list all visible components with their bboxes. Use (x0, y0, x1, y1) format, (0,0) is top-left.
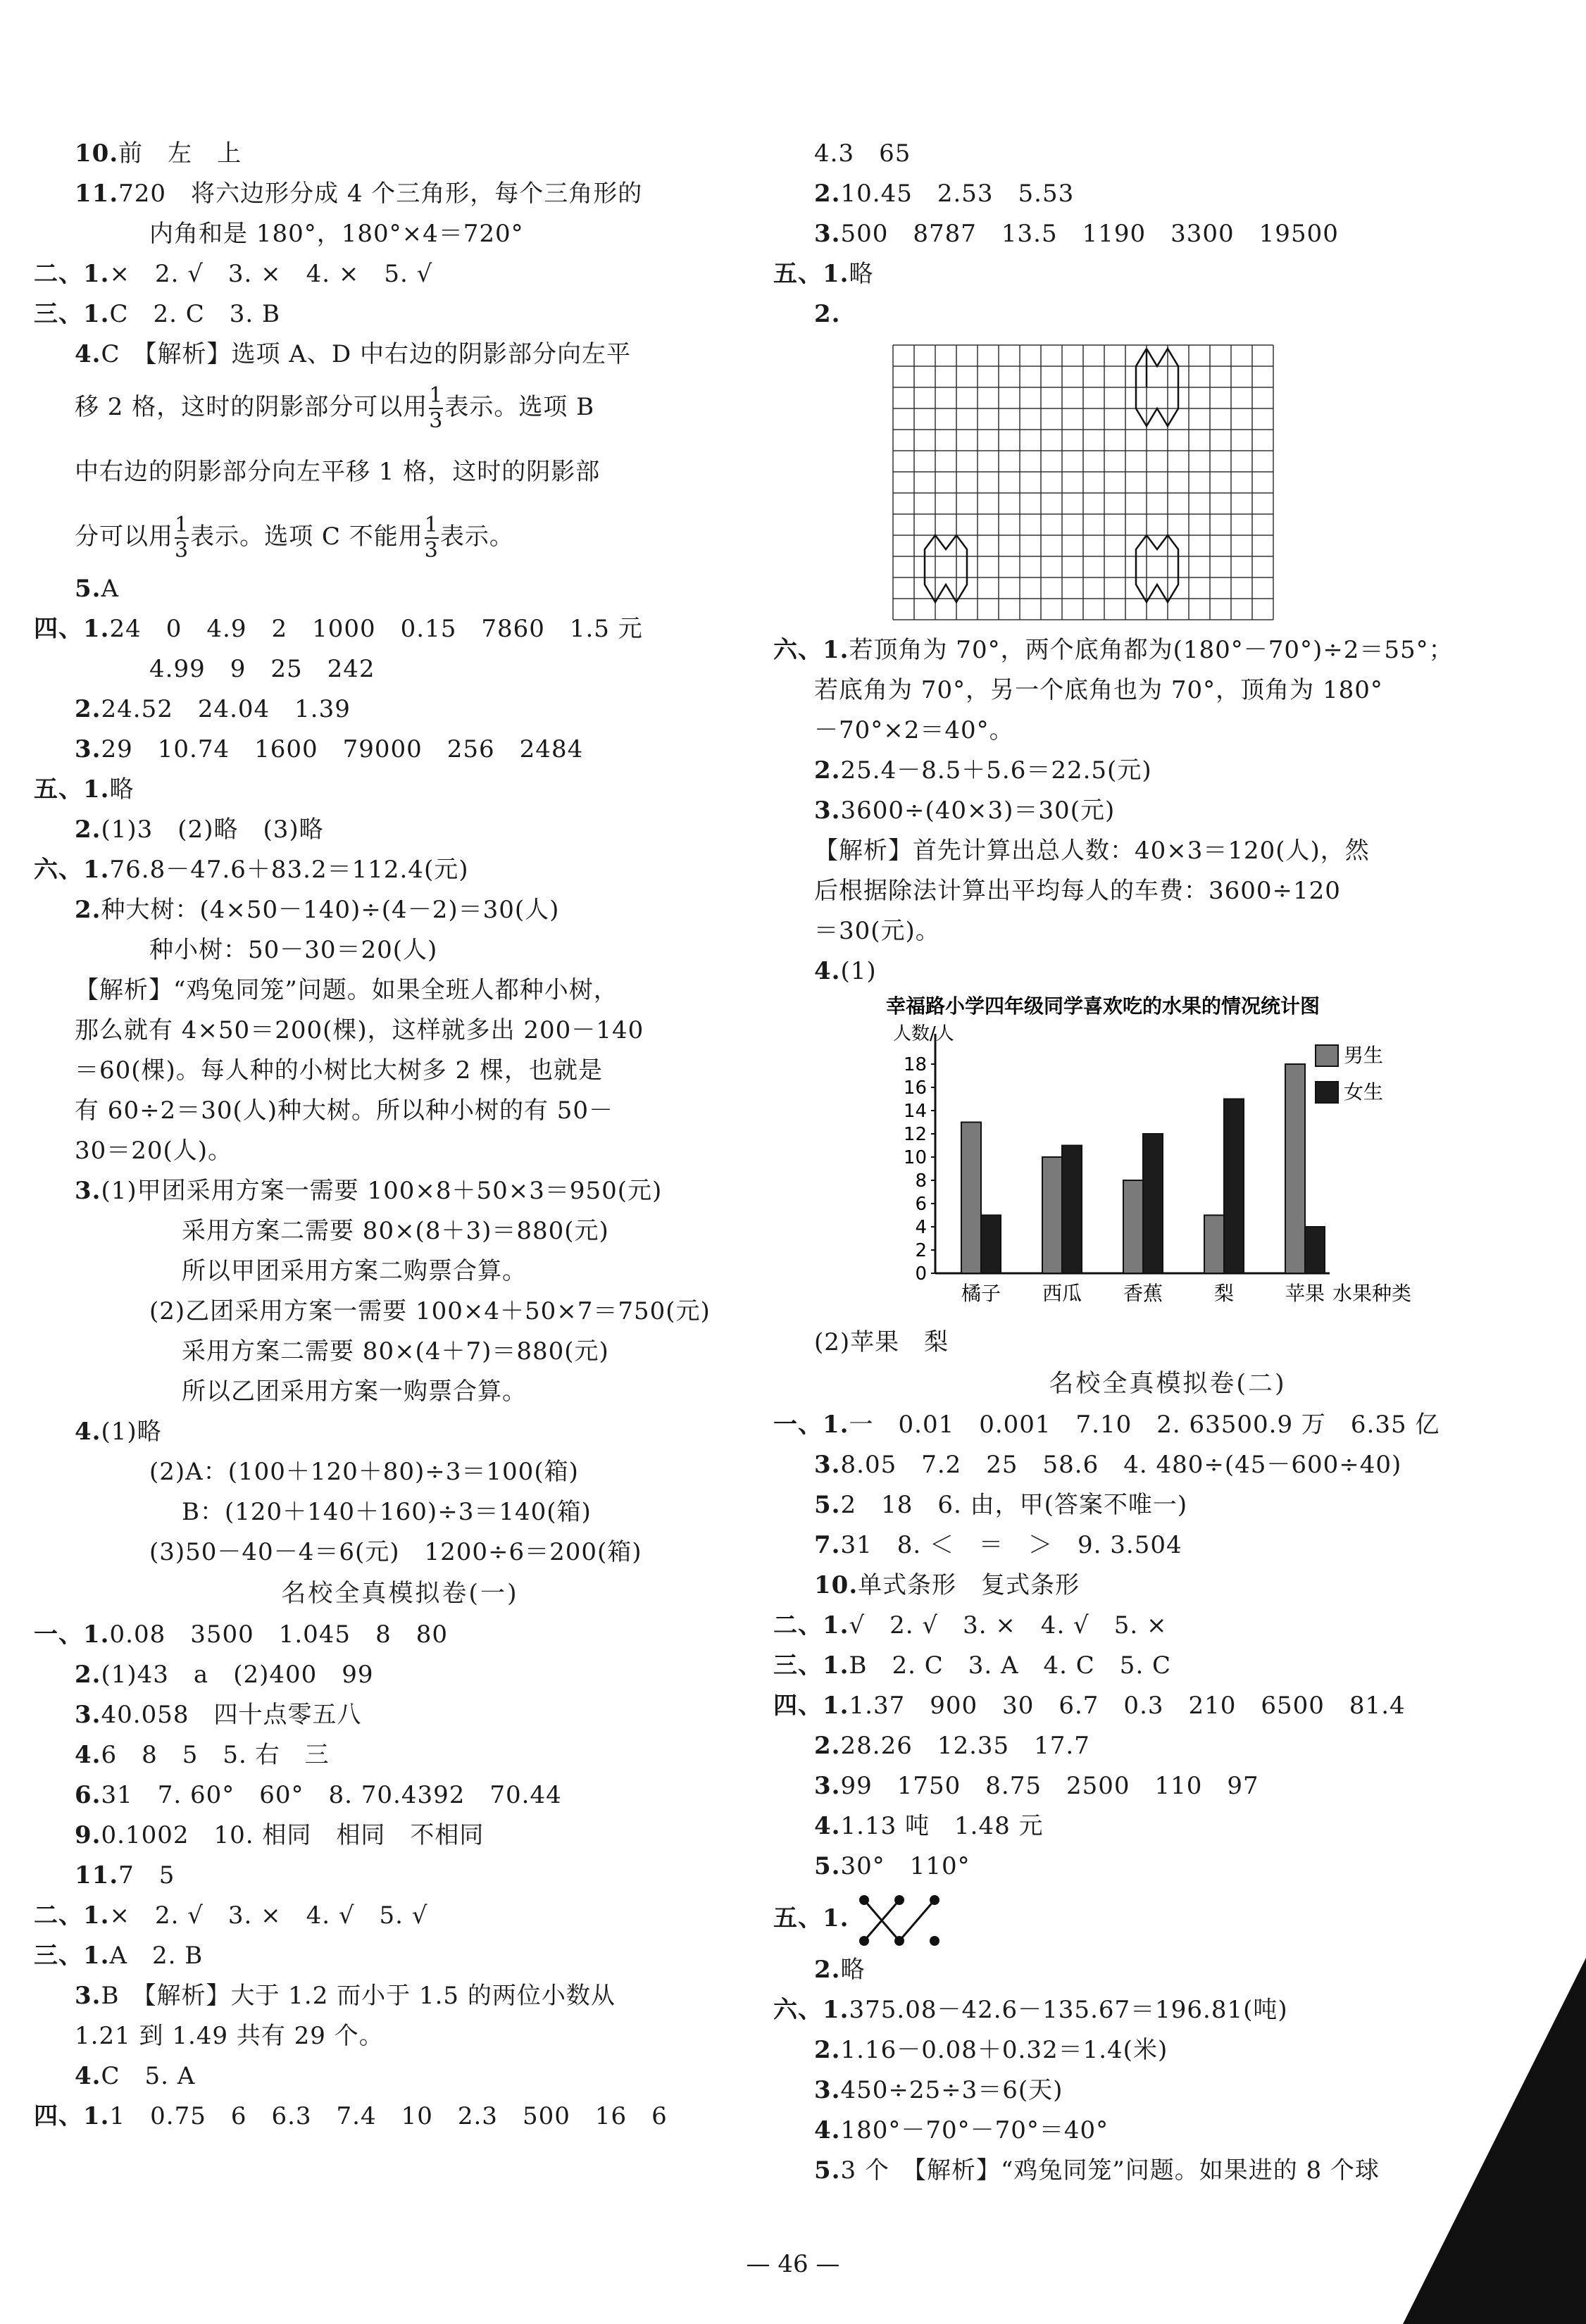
answer-line (34, 1735, 766, 1775)
answer-line (34, 504, 766, 569)
answer-line (34, 1332, 766, 1372)
answer-text: 所以甲团采用方案二购票合算。 (182, 1257, 527, 1285)
answer-text: 3 个 【解析】“鸡兔同笼”问题。如果进的 8 个球 (840, 2156, 1380, 2185)
bar-girls (1305, 1227, 1325, 1273)
item-number: 10. (75, 139, 119, 168)
answer-line (34, 1492, 766, 1532)
answer-line (34, 1775, 766, 1816)
legend-label: 女生 (1344, 1080, 1384, 1104)
x-tick-label: 梨 (1213, 1282, 1235, 1305)
denominator: 3 (429, 408, 444, 433)
answer-text: 28.26 12.35 17.7 (840, 1732, 1090, 1760)
y-tick-label: 4 (915, 1217, 927, 1238)
answer-line (773, 294, 1562, 335)
item-number: 二、1. (34, 1901, 110, 1930)
answer-text: 1.16－0.08＋0.32＝1.4(米) (840, 2036, 1168, 2064)
answer-line (34, 730, 766, 770)
item-number: 六、1. (773, 636, 849, 664)
item-number: 2. (75, 896, 101, 924)
answer-line (773, 911, 1562, 951)
answer-line (34, 294, 766, 335)
item-number: 3. (814, 796, 841, 825)
answer-text: B 2. C 3. A 4. C 5. C (849, 1651, 1172, 1680)
item-number: 9. (75, 1821, 101, 1849)
legend-swatch (1316, 1082, 1338, 1103)
answer-text: 3600÷(40×3)＝30(元) (840, 796, 1116, 825)
answer-line (773, 711, 1562, 751)
answer-text: 8.05 7.2 25 58.6 4. 480÷(45－600÷40) (840, 1451, 1402, 1479)
item-number: 4. (75, 340, 101, 368)
right-bottom-answers (773, 1323, 1562, 1887)
x-axis-label: 水果种类 (1332, 1282, 1412, 1305)
answer-text: 种大树：(4×50－140)÷(4－2)＝30(人) (101, 896, 560, 924)
answer-text: 10.45 2.53 5.53 (840, 180, 1075, 208)
shape-bottom-right (1136, 535, 1178, 602)
answer-text: 若底角为 70°，另一个底角也为 70°，顶角为 180° (814, 676, 1383, 704)
answer-text: 2 18 6. 由，甲(答案不唯一) (840, 1491, 1188, 1519)
y-axis-label: 人数/人 (893, 1023, 954, 1044)
x-tick-label: 西瓜 (1042, 1282, 1082, 1305)
legend-label: 男生 (1344, 1044, 1384, 1067)
answer-text: (1)3 (2)略 (3)略 (101, 816, 324, 844)
numerator: 1 (429, 383, 444, 408)
answer-text: 名校全真模拟卷(一) (281, 1580, 519, 1608)
y-tick-label: 16 (903, 1077, 927, 1099)
y-tick-label: 14 (903, 1101, 927, 1122)
answer-line (34, 1532, 766, 1573)
item-number: 3. (75, 1982, 101, 2010)
x-tick-label: 香蕉 (1123, 1282, 1163, 1305)
answer-line (34, 1412, 766, 1452)
answer-text: 0.1002 10. 相同 相同 不相同 (101, 1821, 485, 1849)
answer-text: (2)苹果 梨 (814, 1328, 949, 1356)
item-number: 五、1. (34, 775, 110, 804)
item-number: 3. (75, 735, 101, 763)
answer-text: A 2. B (109, 1942, 204, 1970)
answer-line (773, 831, 1562, 871)
answer-text: 表示。 (439, 523, 514, 551)
item-number: 四、1. (34, 615, 110, 643)
answer-text: 500 8787 13.5 1190 3300 19500 (840, 220, 1339, 248)
answer-line (773, 1847, 1562, 1887)
answer-text: 分可以用 (75, 523, 173, 551)
item-number: 5. (75, 575, 101, 603)
bar-girls (1224, 1099, 1244, 1274)
answer-line (34, 1936, 766, 1976)
answer-line (34, 1091, 766, 1131)
item-number: 五、1. (773, 260, 849, 288)
answer-line (34, 1372, 766, 1412)
left-column (34, 134, 766, 2137)
answer-text: C 2. C 3. B (109, 300, 281, 328)
item-number: 10. (814, 1571, 858, 1599)
numerator: 1 (424, 513, 439, 537)
answer-line (34, 649, 766, 689)
answer-line (773, 134, 1562, 174)
answer-text: 6 8 5 5. 右 三 (101, 1741, 330, 1769)
corner-decoration (1403, 1958, 1586, 2324)
item-number: 三、1. (34, 300, 110, 328)
answer-text: 略 (849, 260, 874, 288)
denominator: 3 (175, 538, 189, 563)
answer-text: 表示。选项 C 不能用 (190, 523, 423, 551)
answer-text: (1)甲团采用方案一需要 100×8＋50×3＝950(元) (101, 1177, 663, 1205)
bar-boys (1204, 1216, 1224, 1274)
item-number: 2. (814, 1956, 841, 1984)
item-number: 5. (814, 1852, 841, 1880)
right-top-answers (773, 134, 1562, 335)
answer-text: 7 5 (118, 1861, 175, 1889)
answer-text: ＝30(元)。 (814, 917, 940, 945)
answer-line (34, 609, 766, 649)
right-column (773, 134, 1562, 2191)
answer-text: 1 0.75 6 6.3 7.4 10 2.3 500 16 6 (109, 2102, 668, 2130)
x-tick-label: 苹果 (1285, 1282, 1325, 1305)
answer-text: 30° 110° (840, 1852, 970, 1880)
answer-text: 一 0.01 0.001 7.10 2. 63500.9 万 6.35 亿 (849, 1411, 1440, 1439)
answer-text: ＝60(棵)。每人种的小树比大树多 2 棵，也就是 (75, 1056, 604, 1085)
answer-line (34, 1251, 766, 1292)
answer-text: (2)乙团采用方案一需要 100×4＋50×7＝750(元) (149, 1297, 711, 1325)
answer-line (34, 1011, 766, 1051)
answer-text: (1)43 a (2)400 99 (101, 1661, 374, 1689)
answer-line (773, 174, 1562, 214)
answer-text: 40.058 四十点零五八 (101, 1701, 362, 1729)
answer-text: 375.08－42.6－135.67＝196.81(吨) (849, 1996, 1288, 2024)
answer-text: B：(120＋140＋160)÷3＝140(箱) (182, 1498, 592, 1526)
right-mid-answers (773, 630, 1562, 992)
item-number: 3. (75, 1701, 101, 1729)
answer-line (773, 670, 1562, 711)
y-tick-label: 0 (915, 1263, 927, 1285)
answer-line (34, 2056, 766, 2097)
answer-line (34, 254, 766, 294)
denominator: 3 (424, 538, 439, 563)
item-number: 4. (814, 957, 841, 985)
answer-line (34, 810, 766, 850)
answer-text: 后根据除法计算出平均每人的车费：3600÷120 (814, 877, 1341, 905)
answer-text: √ 2. √ 3. × 4. √ 5. × (849, 1611, 1168, 1639)
chart-title: 幸福路小学四年级同学喜欢吃的水果的情况统计图 (886, 994, 1320, 1018)
answer-text: (1)略 (101, 1418, 162, 1446)
answer-text: A (101, 575, 120, 603)
item-number: 2. (814, 756, 841, 785)
item-number: 3. (814, 1772, 841, 1800)
answer-line (34, 134, 766, 174)
answer-line (34, 2016, 766, 2056)
y-tick-label: 2 (915, 1240, 927, 1261)
answer-text: 表示。选项 B (444, 393, 595, 421)
answer-text: 前 左 上 (118, 139, 242, 168)
answer-text: (1) (840, 957, 877, 985)
item-number: 2. (814, 180, 841, 208)
answer-text: 1.37 900 30 6.7 0.3 210 6500 81.4 (849, 1692, 1406, 1720)
item-number: 一、1. (773, 1411, 849, 1439)
item-number: 3. (75, 1177, 101, 1205)
answer-text: 单式条形 复式条形 (858, 1571, 1080, 1599)
answer-line (773, 1686, 1562, 1726)
answer-line (34, 1452, 766, 1492)
answer-text: 31 7. 60° 60° 8. 70.4392 70.44 (101, 1781, 562, 1809)
legend-swatch (1316, 1045, 1338, 1066)
answer-line (34, 1655, 766, 1695)
item-number: 三、1. (34, 1942, 110, 1970)
answer-text: 种小树：50－30＝20(人) (149, 936, 438, 964)
answer-text: 450÷25÷3＝6(天) (840, 2076, 1063, 2104)
answer-text: 4.99 9 25 242 (149, 655, 375, 683)
answer-text: 0.08 3500 1.045 8 80 (109, 1620, 448, 1649)
item-number: 2. (814, 300, 841, 328)
answer-text: 29 10.74 1600 79000 256 2484 (101, 735, 584, 763)
numerator: 1 (175, 513, 189, 537)
matching-label: 五、1. (773, 1904, 849, 1932)
item-number: 二、1. (34, 260, 110, 288)
item-number: 六、1. (773, 1996, 849, 2024)
section-title (34, 1573, 766, 1615)
item-number: 2. (75, 816, 101, 844)
item-number: 一、1. (34, 1620, 110, 1649)
bar-boys (1285, 1064, 1305, 1273)
answer-line (34, 1615, 766, 1655)
answer-line (773, 1485, 1562, 1525)
answer-line (34, 1896, 766, 1936)
bar-boys (1042, 1157, 1062, 1273)
answer-line (773, 1525, 1562, 1566)
answer-text: 采用方案二需要 80×(8＋3)＝880(元) (182, 1217, 609, 1245)
item-number: 2. (814, 2036, 841, 2064)
y-tick-label: 18 (903, 1054, 927, 1075)
answer-line (34, 1856, 766, 1896)
item-number: 5. (814, 1491, 841, 1519)
item-number: 四、1. (34, 2102, 110, 2130)
bar-boys (961, 1123, 981, 1274)
answer-text: × 2. √ 3. × 4. √ 5. √ (109, 1901, 428, 1930)
answer-line (773, 1766, 1562, 1806)
item-number: 7. (814, 1531, 841, 1559)
answer-text: 30＝20(人)。 (75, 1137, 233, 1165)
answer-text: 【解析】“鸡兔同笼”问题。如果全班人都种小树， (75, 976, 618, 1004)
answer-line (34, 439, 766, 504)
answer-line (34, 1976, 766, 2016)
fraction (425, 513, 439, 563)
answer-text: 若顶角为 70°，两个底角都为(180°－70°)÷2＝55°； (849, 636, 1454, 664)
answer-text: 名校全真模拟卷(二) (1049, 1370, 1287, 1398)
item-number: 2. (75, 1661, 101, 1689)
answer-line (34, 930, 766, 970)
answer-text: 720 将六边形分成 4 个三角形，每个三角形的 (118, 180, 643, 208)
item-number: 4. (75, 1741, 101, 1769)
answer-line (34, 1131, 766, 1171)
shape-left (925, 535, 967, 602)
y-tick-label: 12 (903, 1124, 927, 1145)
answer-text: 内角和是 180°，180°×4＝720° (149, 220, 524, 248)
item-number: 6. (75, 1781, 101, 1809)
item-number: 4. (75, 1418, 101, 1446)
answer-line (34, 174, 766, 214)
answer-line (773, 791, 1562, 831)
answer-line (773, 951, 1562, 992)
item-number: 2. (75, 695, 101, 723)
answer-line (773, 214, 1562, 254)
answer-line (34, 2097, 766, 2137)
answer-text: 那么就有 4×50＝200(棵)，这样就多出 200－140 (75, 1016, 644, 1044)
matching-row (773, 1887, 1562, 1950)
answer-line (773, 751, 1562, 791)
item-number: 二、1. (773, 1611, 849, 1639)
answer-text: 【解析】首先计算出总人数：40×3＝120(人)，然 (814, 837, 1370, 865)
answer-text: 移 2 格，这时的阴影部分可以用 (75, 393, 428, 421)
y-tick-label: 8 (915, 1170, 927, 1192)
bar-girls (981, 1216, 1001, 1274)
item-number: 3. (814, 220, 841, 248)
answer-text: 所以乙团采用方案一购票合算。 (182, 1377, 527, 1406)
answer-text: (2)A：(100＋120＋80)÷3＝100(箱) (149, 1458, 579, 1486)
fraction (175, 513, 189, 563)
answer-line (34, 214, 766, 254)
bar-boys (1123, 1180, 1143, 1273)
answer-line (34, 890, 766, 930)
answer-line (34, 770, 766, 810)
x-tick-label: 橘子 (961, 1282, 1001, 1305)
answer-line (34, 375, 766, 439)
answer-text: 略 (109, 775, 135, 804)
answer-line (773, 1405, 1562, 1445)
answer-line (34, 335, 766, 375)
answer-line (34, 850, 766, 890)
answer-text: 1.21 到 1.49 共有 29 个。 (75, 2022, 384, 2050)
answer-text: 4.3 65 (814, 139, 911, 168)
answer-line (773, 1646, 1562, 1686)
item-number: 三、1. (773, 1651, 849, 1680)
answer-text: 24 0 4.9 2 1000 0.15 7860 1.5 元 (109, 615, 643, 643)
answer-line (773, 1606, 1562, 1646)
answer-text: 25.4－8.5＋5.6＝22.5(元) (840, 756, 1152, 785)
item-number: 4. (814, 2116, 841, 2144)
answer-text: 中右边的阴影部分向左平移 1 格，这时的阴影部 (75, 458, 601, 486)
answer-line (773, 1323, 1562, 1363)
page-number: — 46 — (746, 2250, 840, 2278)
section-title (773, 1363, 1562, 1405)
answer-text: 1.13 吨 1.48 元 (840, 1812, 1044, 1840)
answer-text: 有 60÷2＝30(人)种大树。所以种小树的有 50－ (75, 1097, 614, 1125)
bar-girls (1143, 1134, 1163, 1273)
grid-drawing (851, 335, 1330, 623)
answer-line (34, 1816, 766, 1856)
y-tick-label: 10 (903, 1147, 927, 1168)
y-tick-label: 6 (915, 1194, 927, 1215)
answer-line (773, 630, 1562, 670)
matching-figure (857, 1892, 942, 1948)
answer-text: 76.8－47.6＋83.2＝112.4(元) (109, 856, 469, 884)
answer-line (34, 1292, 766, 1332)
answer-line (773, 871, 1562, 911)
fraction (429, 384, 443, 433)
item-number: 11. (75, 1861, 119, 1889)
answer-line (773, 1806, 1562, 1847)
answer-text: －70°×2＝40°。 (814, 716, 1014, 744)
item-number: 3. (814, 1451, 841, 1479)
answer-line (34, 1211, 766, 1251)
item-number: 5. (814, 2156, 841, 2185)
answer-text: (3)50－40－4＝6(元) 1200÷6＝200(箱) (149, 1538, 642, 1566)
answer-text: × 2. √ 3. × 4. × 5. √ (109, 260, 433, 288)
answer-line (773, 1726, 1562, 1766)
bar-girls (1062, 1146, 1082, 1274)
item-number: 11. (75, 180, 119, 208)
answer-line (34, 689, 766, 730)
item-number: 4. (75, 2062, 101, 2090)
fruit-bar-chart (773, 992, 1562, 1323)
item-number: 六、1. (34, 856, 110, 884)
answer-line (34, 1171, 766, 1211)
answer-line (773, 1566, 1562, 1606)
answer-text: C 5. A (101, 2062, 196, 2090)
answer-line (773, 1445, 1562, 1485)
grid-figure (773, 335, 1562, 630)
item-number: 4. (814, 1812, 841, 1840)
answer-text: B 【解析】大于 1.2 而小于 1.5 的两位小数从 (101, 1982, 616, 2010)
answer-line (34, 1695, 766, 1735)
answer-text: 99 1750 8.75 2500 110 97 (840, 1772, 1259, 1800)
answer-text: 采用方案二需要 80×(4＋7)＝880(元) (182, 1337, 609, 1366)
answer-text: 31 8. ＜ ＝ ＞ 9. 3.504 (840, 1531, 1182, 1559)
answer-text: 略 (840, 1956, 866, 1984)
item-number: 四、1. (773, 1692, 849, 1720)
answer-text: 24.52 24.04 1.39 (101, 695, 351, 723)
answer-line (34, 569, 766, 609)
answer-line (773, 254, 1562, 294)
answer-line (34, 970, 766, 1011)
answer-line (34, 1051, 766, 1091)
item-number: 3. (814, 2076, 841, 2104)
answer-text: 180°－70°－70°＝40° (840, 2116, 1109, 2144)
answer-text: C 【解析】选项 A、D 中右边的阴影部分向左平 (101, 340, 631, 368)
item-number: 2. (814, 1732, 841, 1760)
